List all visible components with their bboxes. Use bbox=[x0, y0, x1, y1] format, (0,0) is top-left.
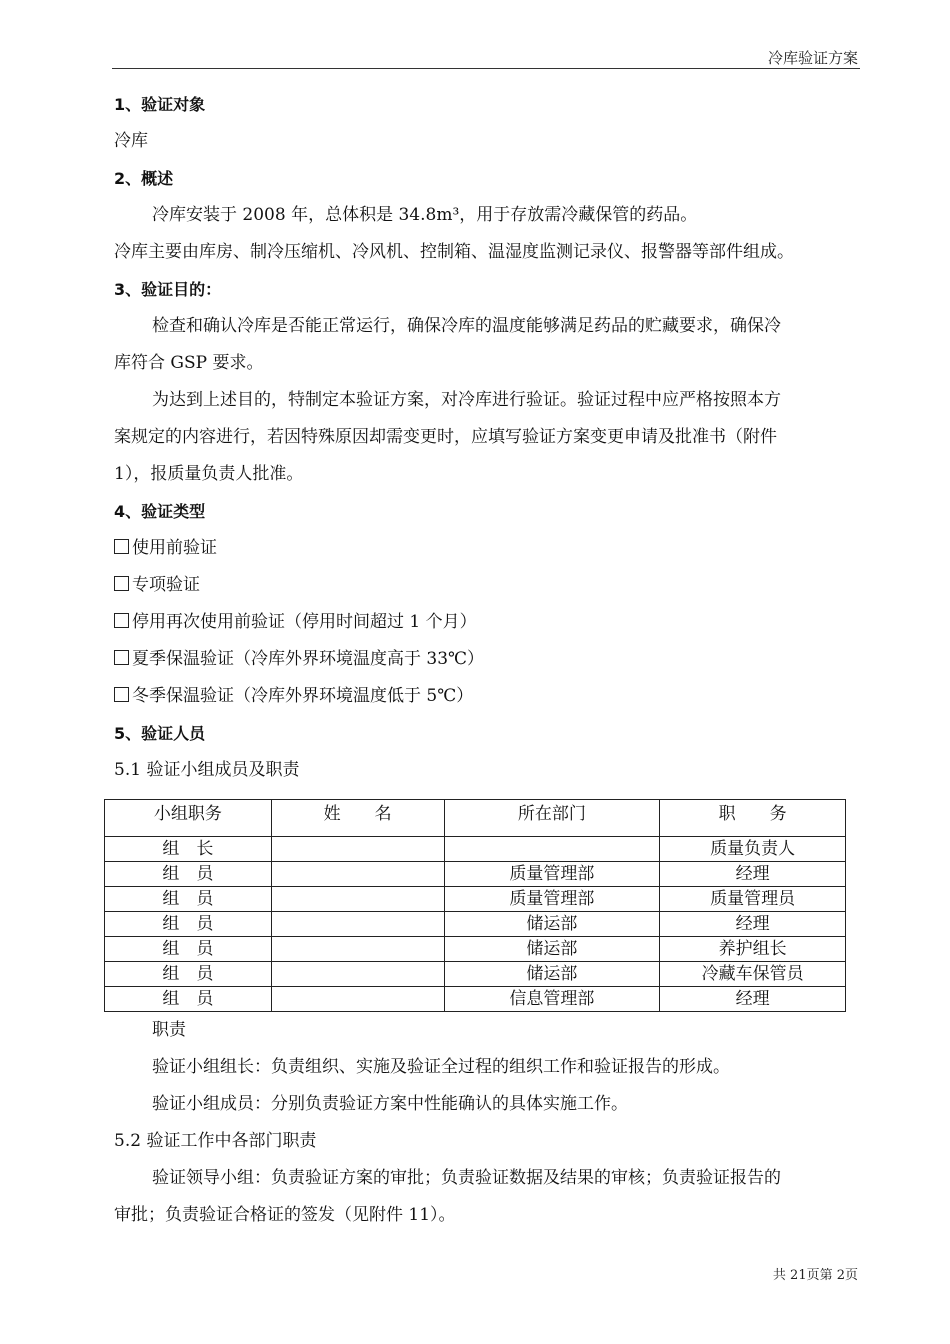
table-cell bbox=[271, 912, 444, 937]
section-3-para-1-line-1: 检查和确认冷库是否能正常运行，确保冷库的温度能够满足药品的贮藏要求，确保冷 bbox=[152, 316, 781, 336]
table-cell: 储运部 bbox=[444, 912, 660, 937]
table-header-row bbox=[105, 800, 846, 837]
section-3-para-2-line-1: 为达到上述目的，特制定本验证方案，对冷库进行验证。验证过程中应严格按照本方 bbox=[152, 390, 781, 410]
table-cell: 储运部 bbox=[444, 962, 660, 987]
table-cell: 经理 bbox=[660, 912, 846, 937]
table-header-cell: 小组职务 bbox=[105, 800, 272, 837]
checkbox-icon[interactable] bbox=[114, 650, 129, 665]
checkbox-icon[interactable] bbox=[114, 539, 129, 554]
table-cell: 经理 bbox=[660, 862, 846, 887]
validation-type-option[interactable] bbox=[114, 530, 860, 567]
validation-type-label: 使用前验证 bbox=[132, 538, 217, 558]
validation-type-option[interactable] bbox=[114, 604, 860, 641]
table-cell bbox=[444, 837, 660, 862]
table-cell bbox=[271, 837, 444, 862]
table-cell: 养护组长 bbox=[660, 937, 846, 962]
lead-group-duty-line-1: 验证领导小组：负责验证方案的审批；负责验证数据及结果的审核；负责验证报告的 bbox=[152, 1168, 781, 1188]
checkbox-icon[interactable] bbox=[114, 613, 129, 628]
table-cell: 组 员 bbox=[105, 962, 272, 987]
table-cell: 冷藏车保管员 bbox=[660, 962, 846, 987]
section-1-heading: 1、验证对象 bbox=[114, 95, 206, 114]
table-cell: 组 员 bbox=[105, 887, 272, 912]
table-cell: 组 员 bbox=[105, 862, 272, 887]
document-body bbox=[114, 86, 860, 789]
table-cell: 信息管理部 bbox=[444, 987, 660, 1012]
table-header-cell: 所在部门 bbox=[444, 800, 660, 837]
duties-section bbox=[114, 1012, 860, 1234]
member-duty: 验证小组成员：分别负责验证方案中性能确认的具体实施工作。 bbox=[152, 1094, 628, 1114]
section-3-para-2-line-2: 案规定的内容进行，若因特殊原因却需变更时，应填写验证方案变更申请及批准书（附件 bbox=[114, 427, 777, 447]
section-5-1-heading: 5.1 验证小组成员及职责 bbox=[114, 760, 300, 780]
table-cell: 质量负责人 bbox=[660, 837, 846, 862]
table-cell: 组 长 bbox=[105, 837, 272, 862]
table-cell: 经理 bbox=[660, 987, 846, 1012]
table-cell: 质量管理部 bbox=[444, 887, 660, 912]
section-3-heading: 3、验证目的： bbox=[114, 280, 222, 299]
table-row bbox=[105, 887, 846, 912]
table-cell bbox=[271, 987, 444, 1012]
table-cell bbox=[271, 962, 444, 987]
checkbox-icon[interactable] bbox=[114, 576, 129, 591]
table-cell: 组 员 bbox=[105, 937, 272, 962]
running-header-title: 冷库验证方案 bbox=[767, 49, 858, 67]
section-5-2-heading: 5.2 验证工作中各部门职责 bbox=[114, 1131, 317, 1151]
validation-type-option[interactable] bbox=[114, 567, 860, 604]
checkbox-icon[interactable] bbox=[114, 687, 129, 702]
table-cell bbox=[271, 937, 444, 962]
table-row bbox=[105, 987, 846, 1012]
table-row bbox=[105, 862, 846, 887]
page-number: 共 21页第 2页 bbox=[772, 1268, 858, 1283]
table-cell bbox=[271, 862, 444, 887]
table-cell: 组 员 bbox=[105, 987, 272, 1012]
table-header-cell: 职 务 bbox=[660, 800, 846, 837]
section-2-para-1: 冷库安装于 2008 年，总体积是 34.8m³，用于存放需冷藏保管的药品。 bbox=[152, 205, 698, 225]
section-1-body: 冷库 bbox=[114, 131, 148, 151]
table-row bbox=[105, 937, 846, 962]
section-4-heading: 4、验证类型 bbox=[114, 502, 206, 521]
table-row bbox=[105, 912, 846, 937]
validation-type-option[interactable] bbox=[114, 641, 860, 678]
section-2-heading: 2、概述 bbox=[114, 169, 174, 188]
table-row bbox=[105, 837, 846, 862]
section-3-para-2-line-3: 1），报质量负责人批准。 bbox=[114, 464, 304, 484]
header-rule bbox=[112, 68, 860, 69]
validation-type-label: 停用再次使用前验证（停用时间超过 1 个月） bbox=[132, 612, 477, 632]
table-cell: 质量管理部 bbox=[444, 862, 660, 887]
table-cell bbox=[271, 887, 444, 912]
table-cell: 组 员 bbox=[105, 912, 272, 937]
validation-type-label: 冬季保温验证（冷库外界环境温度低于 5℃） bbox=[132, 686, 474, 706]
duties-label: 职责 bbox=[152, 1020, 186, 1040]
table-header-cell: 姓 名 bbox=[271, 800, 444, 837]
table-cell: 储运部 bbox=[444, 937, 660, 962]
section-3-para-1-line-2: 库符合 GSP 要求。 bbox=[114, 353, 264, 373]
lead-group-duty-line-2: 审批；负责验证合格证的签发（见附件 11）。 bbox=[114, 1205, 456, 1225]
section-5-heading: 5、验证人员 bbox=[114, 724, 206, 743]
staff-table bbox=[104, 799, 846, 1012]
validation-type-option[interactable] bbox=[114, 678, 860, 715]
table-row bbox=[105, 962, 846, 987]
section-2-para-2: 冷库主要由库房、制冷压缩机、冷风机、控制箱、温湿度监测记录仪、报警器等部件组成。 bbox=[114, 242, 794, 262]
table-cell: 质量管理员 bbox=[660, 887, 846, 912]
leader-duty: 验证小组组长：负责组织、实施及验证全过程的组织工作和验证报告的形成。 bbox=[152, 1057, 730, 1077]
validation-type-label: 夏季保温验证（冷库外界环境温度高于 33℃） bbox=[132, 649, 485, 669]
validation-type-label: 专项验证 bbox=[132, 575, 200, 595]
